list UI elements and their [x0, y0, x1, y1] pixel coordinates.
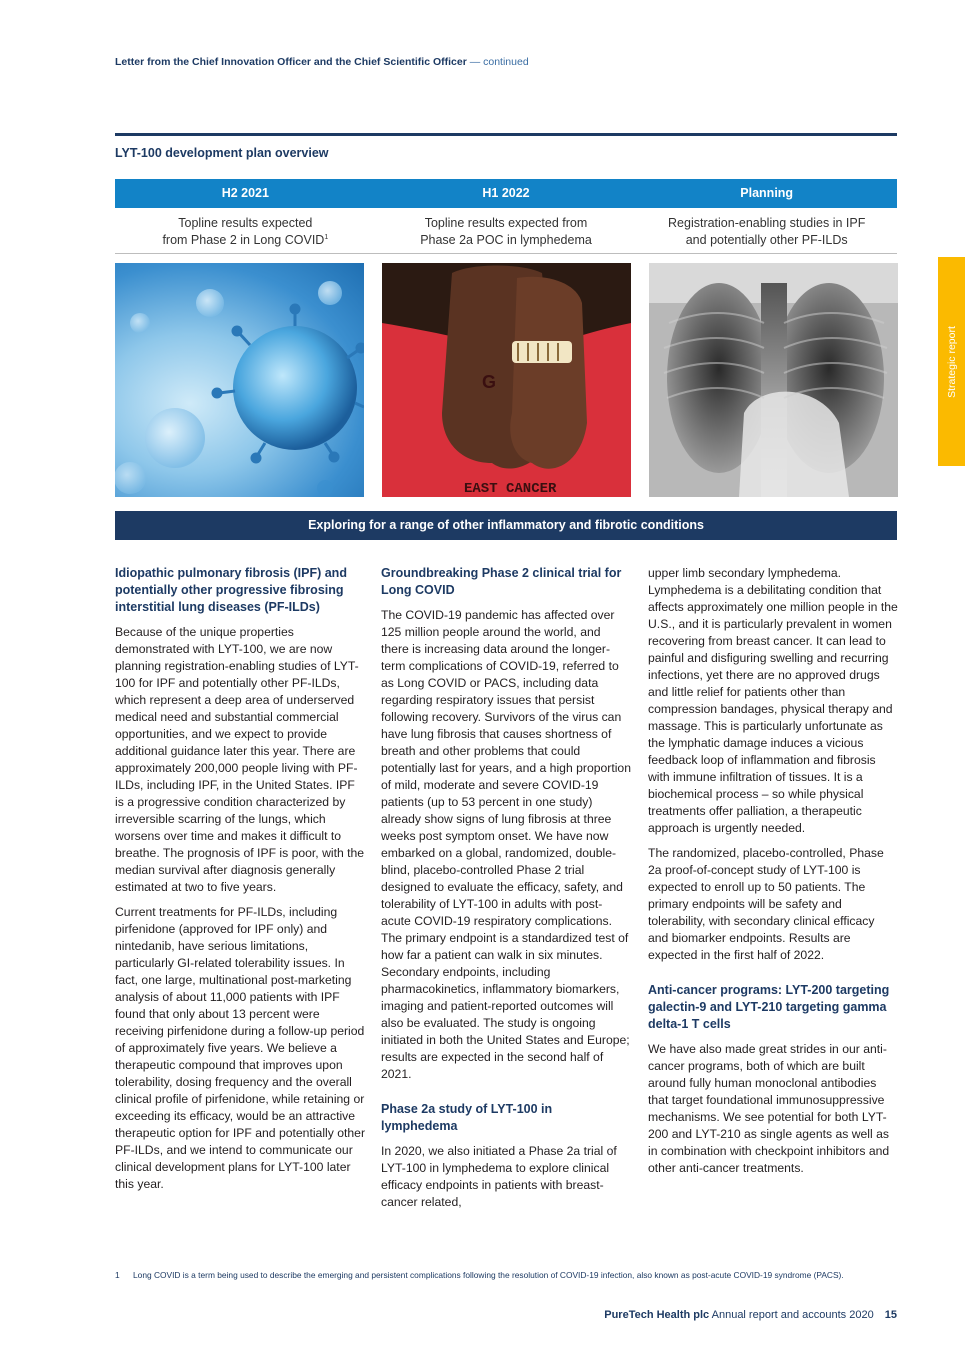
footnote [115, 1270, 897, 1280]
plan-title: LYT-100 development plan overview [115, 146, 329, 160]
xray-illustration [649, 263, 898, 497]
footnote-number: 1 [115, 1270, 120, 1280]
paragraph: The COVID-19 pandemic has affected over 125 million people around the world, and there is increasing data around the longer-term complications of COVID-19, referred to as Long COVID or PACS, including data regarding respiratory issues that persist following recovery. Survivors of the virus can have lung fibrosis that causes shortness of breath and other problems that could potentially last for years, and a high proportion of mild, moderate and severe COVID-19 patients (up to 53 percent in one study) already show signs of lung fibrosis at three weeks post symptom onset. We have now embarked on a global, randomized, double-blind, placebo-controlled Phase 2 trial designed to evaluate the efficacy, safety, and tolerability of LYT-100 in adults with post-acute COVID-19 respiratory complications. The primary endpoint is a standardized test of how far a patient can walk in six minutes. Secondary endpoints, including pharmacokinetics, inflammatory biomarkers, imaging and patient-reported outcomes will also be evaluated. The study is ongoing initiated in both the United States and Europe; results are expected in the second half of 2021. [381, 608, 631, 1081]
heading-long-covid: Groundbreaking Phase 2 clinical trial for Long COVID [381, 566, 622, 597]
section-tab [938, 257, 965, 466]
lymphedema-arm-image [382, 263, 631, 497]
text-column-2 [381, 565, 631, 1219]
text-column-3 [648, 565, 898, 1185]
development-plan-table [115, 133, 897, 254]
plan-header-row [115, 179, 897, 208]
paragraph: upper limb secondary lymphedema. Lymphedema is a debilitating condition that affects approximately one million people in the U.S., and it is particularly prevalent in women recovering from breast cancer. It can lead to painful and disfiguring swelling and recurring infections, yet there are no approved drugs and little relief for patients other than compression bandages, physical therapy and massage. This is particularly unfortunate as the lymphatic damage induces a vicious feedback loop of inflammation and fibrosis with immune infiltration of tissues. It is a biochemical process – so while physical treatments offer palliation, a therapeutic approach is urgently needed. [648, 566, 898, 835]
plan-cell-lymphedema: Topline results expected from Phase 2a POC in lymphedema [420, 216, 592, 247]
plan-body-row [115, 208, 897, 254]
virus-illustration [115, 263, 364, 497]
section-tab-label: Strategic report [945, 325, 958, 398]
paragraph: Because of the unique properties demonstrated with LYT-100, we are now planning registration-enabling studies of LYT-100 for IPF and potentially other PF-ILDs, which represent a deep area of underserved medical need and substantial commercial opportunities, and we expect to provide additional guidance later this year. There are approximately 200,000 people living with PF-ILDs, including IPF, in the United States. IPF is a progressive condition characterized by irreversible scarring of the lungs, which worsens over time and makes it difficult to breathe. The prognosis of IPF is poor, with the median survival after diagnosis generally estimated at two to five years. [115, 625, 365, 894]
plan-top-rule [115, 133, 897, 136]
plan-header-planning: Planning [740, 186, 794, 200]
plan-cell-long-covid: Topline results expected from Phase 2 in Long COVID$^1$ [162, 216, 329, 247]
lymphedema-illustration [382, 263, 631, 497]
page-number: 15 [884, 1309, 897, 1321]
chest-xray-image [649, 263, 898, 497]
text-column-1 [115, 565, 365, 1201]
page-footer [604, 1309, 897, 1321]
plan-header-h1-2022: H1 2022 [482, 186, 530, 200]
paragraph: The randomized, placebo-controlled, Phase 2a proof-of-concept study of LYT-100 is expected to enroll up to 50 patients. The primary endpoints will be safety and tolerability, with secondary clinical efficacy and biomarker endpoints. Results are expected in the first half of 2022. [648, 846, 884, 962]
heading-ipf: Idiopathic pulmonary fibrosis (IPF) and potentially other progressive fibrosing interstitial lung diseases (PF-ILDs) [115, 566, 347, 614]
conditions-band: Exploring for a range of other inflammatory and fibrotic conditions [115, 511, 897, 540]
shirt-letter: G [482, 372, 497, 392]
virus-image [115, 263, 364, 497]
footnote-mark: 1 [324, 233, 329, 241]
footer-company: PureTech Health plc [604, 1309, 710, 1321]
running-head-title: Letter from the Chief Innovation Officer and the Chief Scientific Officer [115, 56, 467, 68]
shirt-text: EAST CANCER [464, 481, 557, 497]
footer-report: Annual report and accounts 2020 [711, 1309, 874, 1321]
paragraph: We have also made great strides in our anti-cancer programs, both of which are built around fully human monoclonal antibodies that target foundational immunosuppressive mechanisms. We see potential for both LYT-200 and LYT-210 as single agents as well as in combination with checkpoint inhibitors and other anti-cancer treatments. [648, 1042, 890, 1175]
running-head [115, 56, 529, 68]
plan-cell-ipf: Registration-enabling studies in IPF and potentially other PF-ILDs [668, 216, 866, 247]
paragraph: Current treatments for PF-ILDs, including pirfenidone (approved for IPF only) and nintedanib, have serious limitations, particularly GI-related tolerability issues. In fact, one large, multinational post-marketing analysis of about 11,000 patients with IPF found that only about 13 percent were receiving pirfenidone during a follow-up period of approximately five years. We believe a therapeutic compound that improves upon tolerability, dosing frequency and the overall clinical profile of pirfenidone, while retaining or exceeding its efficacy, would be an attractive therapeutic option for IPF and potentially other PF-ILDs, and we intend to communicate our clinical development plans for LYT-100 later this year. [115, 905, 365, 1191]
running-head-suffix: — continued [466, 56, 529, 68]
heading-anti-cancer: Anti-cancer programs: LYT-200 targeting galectin-9 and LYT-210 targeting gamma delta-1 T cells [648, 983, 890, 1031]
plan-header-h2-2021: H2 2021 [221, 186, 269, 200]
footnote-text: Long COVID is a term being used to describe the emerging and persistent complications following the resolution of COVID-19 infection, also known as post-acute COVID-19 syndrome (PACS). [133, 1270, 844, 1280]
heading-lymphedema: Phase 2a study of LYT-100 in lymphedema [381, 1102, 553, 1133]
paragraph: In 2020, we also initiated a Phase 2a trial of LYT-100 in lymphedema to explore clinical efficacy endpoints in patients with breast-cancer related, [381, 1144, 617, 1209]
